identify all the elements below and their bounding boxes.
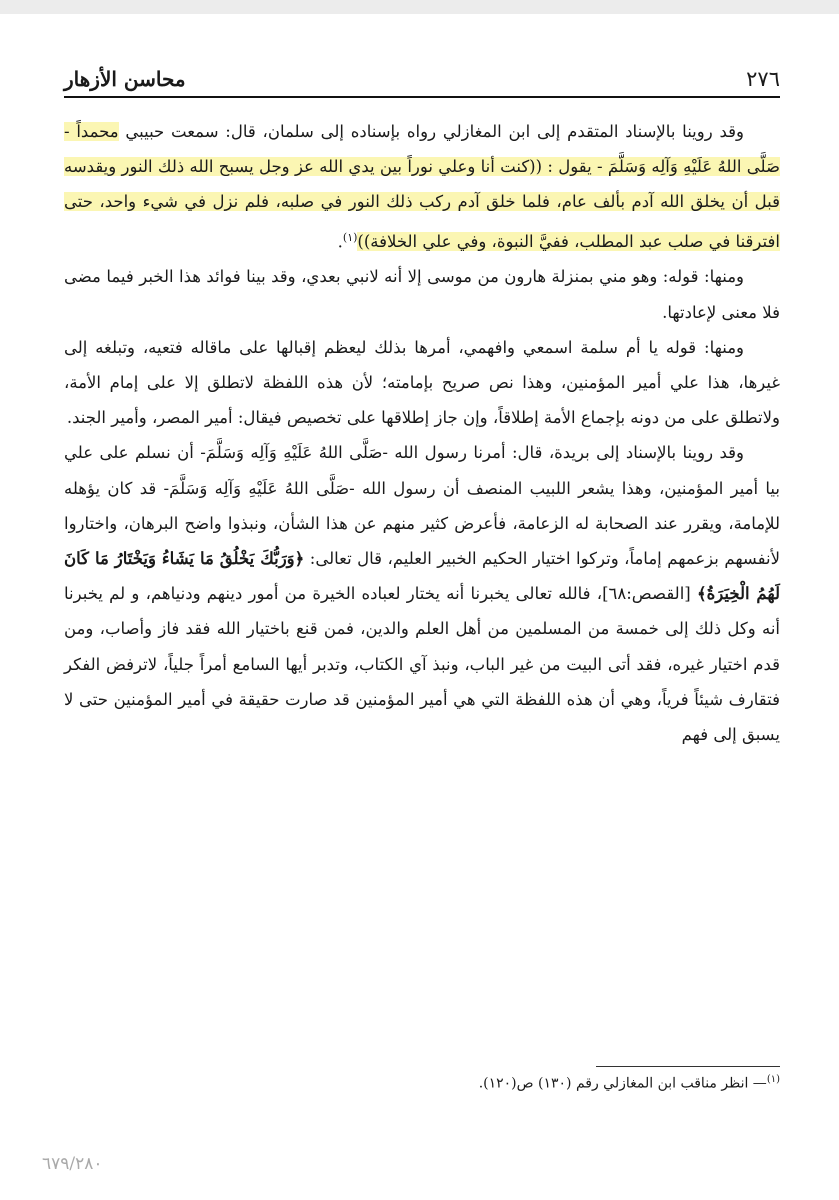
- body-text: [64, 114, 780, 752]
- paragraph-intro: وقد روينا بالإسناد المتقدم إلى ابن المغازلي رواه بإسناده إلى سلمان، قال: سمعت حبيبي: [118, 122, 744, 141]
- paragraph-buraida-start: وقد روينا بالإسناد إلى بريدة، قال: أمرنا رسول الله -صَلَّى اللهُ عَلَيْهِ وَآلِه وَسَلَّمَ- أن نسلم على علي بيا أمير المؤمنين، وهذا يشعر اللبيب المنصف أن رسول الله -صَلَّى اللهُ عَلَيْهِ وَآلِه وَسَلَّمَ- قد كان يؤهله للإمامة، ويقرر عند الصحابة له الزعامة، فأعرض كثير منهم عن هذا الشأن، ونبذوا واضح البرهان، واختاروا لأنفسهم بزعمهم إماماً، وتركوا اختيار الحكيم الخبير العليم، قال تعالى:: [64, 443, 780, 568]
- running-header: [64, 60, 780, 98]
- viewer-top-strip: [0, 0, 839, 14]
- footnote-reference: (١): [342, 230, 358, 244]
- footnote-divider: [596, 1066, 780, 1067]
- footnote-number: (١): [766, 1074, 780, 1085]
- book-title: محاسن الأزهار: [64, 67, 186, 91]
- scan-page-index: ٦٧٩/٢٨٠: [42, 1154, 103, 1174]
- highlighted-hadith: محمداً - صَلَّى اللهُ عَلَيْهِ وَآلِه وَسَلَّمَ - يقول : ((كنت أنا وعلي نوراً بين يدي الله عز وجل يسبح الله ذلك النور ويقدسه قبل أن يخلق الله آدم بألف عام، فلما خلق آدم ركب ذلك النور في صلبه، فلم نزل في شيء واحد، حتى افترقنا في صلب عبد المطلب، ففيَّ النبوة، وفي علي الخلافة)): [64, 122, 780, 252]
- quran-verse: ﴿وَرَبُّكَ يَخْلُقُ مَا يَشَاءُ وَيَخْتَارُ مَا كَانَ لَهُمُ الْخِيَرَةُ﴾: [64, 548, 780, 604]
- book-page: [0, 14, 839, 1200]
- paragraph-buraida-rest: [القصص:٦٨]، فالله تعالى يخبرنا أنه يختار لعباده الخيرة من أمور دينهم ودنياهم، و لم يخبرنا أنه وكل ذلك إلى خمسة من المسلمين من أهل العلم والدين، فمن قنع باختيار الله فقد فاز وأصاب، ومن قدم اختيار غيره، فقد أتى البيت من غير الباب، ونبذ آي الكتاب، وتدبر أيها السامع أمراً جلياً، لاترفض الفكر فتقارف شيئاً فرياً، وهي أن هذه اللفظة التي هي أمير المؤمنين قد صارت حقيقة في أمير المؤمنين حتى لا يسبق إلى فهم: [64, 584, 780, 744]
- paragraph-umm-salama: ومنها: قوله يا أم سلمة اسمعي وافهمي، أمرها بذلك ليعظم إقبالها على ماقاله فتعيه، وتبلغه إلى غيرها، هذا علي أمير المؤمنين، وهذا نص صريح بإمامته؛ لأن هذه اللفظة لاتطلق إلا على إمام الأمة، ولاتطلق على من دونه بإجماع الأمة إطلاقاً، وإن جاز إطلاقها على تخصيص فيقال: أمير المصر، وأمير الجند.: [64, 337, 780, 428]
- footnote-text: — انظر مناقب ابن المغازلي رقم (١٣٠) ص(١٢٠).: [478, 1075, 767, 1092]
- paragraph-end: .: [337, 232, 343, 252]
- footnote: [479, 1074, 780, 1092]
- paragraph-harun-hadith: ومنها: قوله: وهو مني بمنزلة هارون من موسى إلا أنه لانبي بعدي، وقد بينا فوائد هذا الخبر فيما مضى فلا معنى لإعادتها.: [64, 267, 780, 322]
- paragraph-buraida: [64, 435, 780, 752]
- paragraph-salman-hadith: [64, 114, 780, 259]
- page-number: ٢٧٦: [746, 67, 780, 91]
